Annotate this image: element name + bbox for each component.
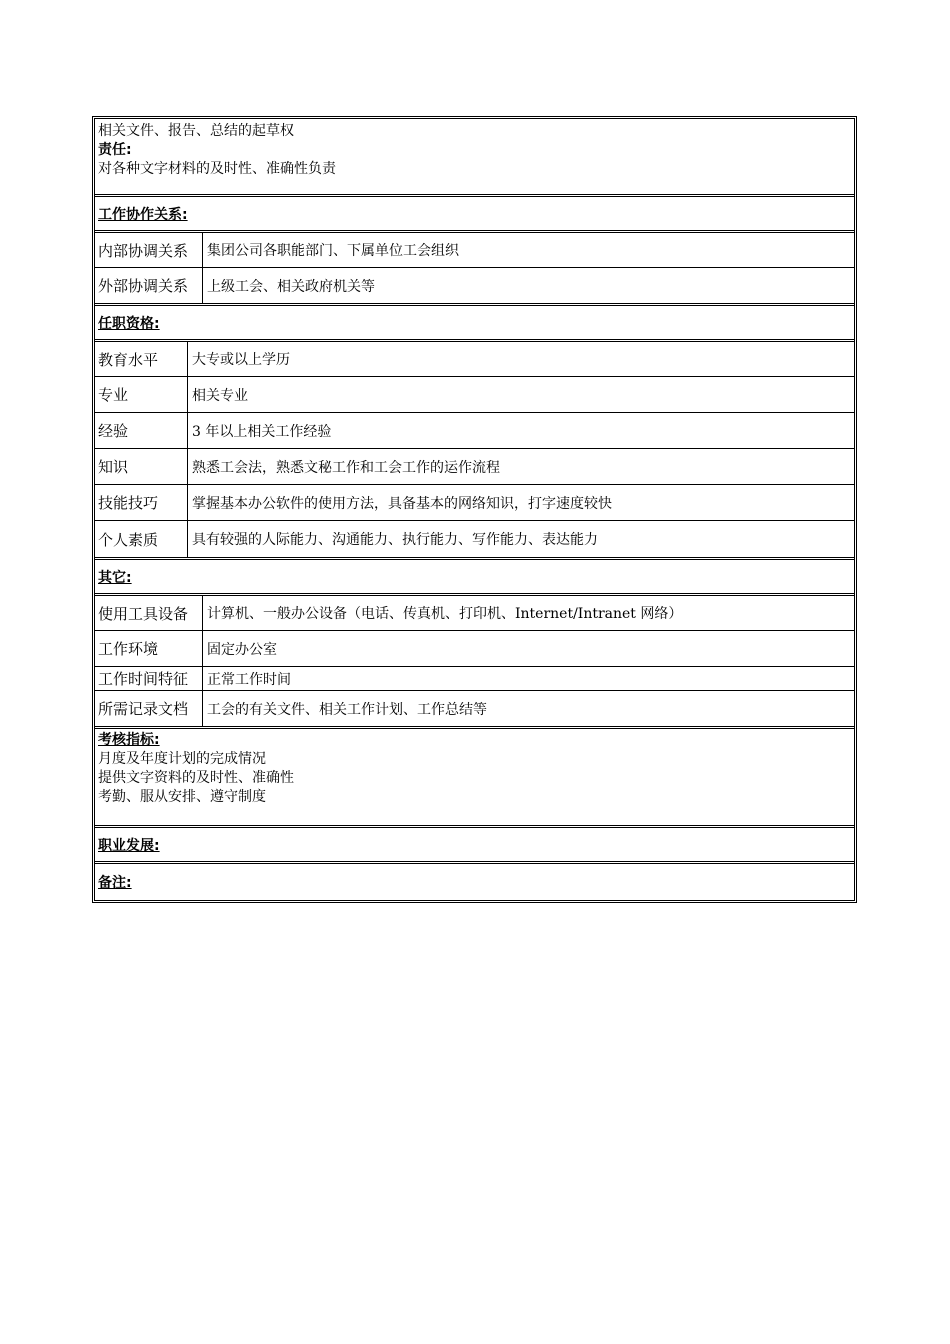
assessment-item: 提供文字资料的及时性、准确性 [98, 770, 294, 786]
table-row [95, 342, 854, 377]
table-row [95, 413, 854, 449]
table-row [95, 485, 854, 521]
cooperation-heading [95, 197, 854, 233]
row-value: 固定办公室 [207, 641, 277, 658]
authority-line: 相关文件、报告、总结的起草权 [98, 123, 294, 139]
row-label: 教育水平 [95, 342, 188, 376]
row-label: 专业 [95, 377, 188, 412]
row-value: 大专或以上学历 [192, 352, 290, 368]
row-label: 外部协调关系 [95, 268, 203, 303]
table-row [95, 268, 854, 303]
table-row [95, 667, 854, 691]
table-row [95, 233, 854, 268]
table-row [95, 377, 854, 413]
other-heading [95, 560, 854, 596]
notes-heading [95, 864, 854, 900]
row-value: 工会的有关文件、相关工作计划、工作总结等 [207, 701, 487, 718]
other-table [95, 596, 854, 729]
row-label: 工作环境 [95, 631, 203, 666]
row-value: 计算机、一般办公设备（电话、传真机、打印机、Internet/Intranet 网络） [207, 606, 683, 622]
career-heading [95, 828, 854, 864]
row-label: 技能技巧 [95, 485, 188, 520]
cooperation-title: 工作协作关系: [98, 206, 188, 223]
assessment-item: 考勤、服从安排、遵守制度 [98, 789, 266, 805]
responsibility-label: 责任: [98, 142, 132, 158]
row-value: 熟悉工会法，熟悉文秘工作和工会工作的运作流程 [192, 459, 500, 476]
row-value: 正常工作时间 [207, 671, 291, 688]
row-label: 个人素质 [95, 521, 188, 557]
assessment-section [95, 729, 854, 828]
table-row [95, 521, 854, 557]
row-label: 知识 [95, 449, 188, 484]
notes-title: 备注: [98, 875, 132, 891]
qualification-title: 任职资格: [98, 315, 160, 332]
row-label: 使用工具设备 [95, 596, 203, 630]
row-value: 上级工会、相关政府机关等 [207, 278, 375, 295]
table-row [95, 596, 854, 631]
cooperation-table [95, 233, 854, 306]
authority-responsibility-section [95, 119, 854, 197]
career-title: 职业发展: [98, 837, 160, 854]
row-label: 内部协调关系 [95, 233, 203, 267]
assessment-title: 考核指标: [98, 732, 160, 748]
other-title: 其它: [98, 569, 132, 586]
row-label: 工作时间特征 [95, 667, 203, 690]
row-value: 相关专业 [192, 387, 248, 404]
table-row [95, 631, 854, 667]
table-row [95, 449, 854, 485]
qualification-table [95, 342, 854, 560]
qualification-heading [95, 306, 854, 342]
job-description-table [92, 116, 857, 903]
row-label: 经验 [95, 413, 188, 448]
row-value: 集团公司各职能部门、下属单位工会组织 [207, 243, 459, 259]
table-row [95, 691, 854, 726]
row-value: 具有较强的人际能力、沟通能力、执行能力、写作能力、表达能力 [192, 532, 598, 548]
row-value: 掌握基本办公软件的使用方法，具备基本的网络知识，打字速度较快 [192, 495, 612, 512]
assessment-item: 月度及年度计划的完成情况 [98, 751, 266, 767]
row-value: 3 年以上相关工作经验 [192, 423, 332, 440]
responsibility-text: 对各种文字材料的及时性、准确性负责 [98, 161, 336, 177]
row-label: 所需记录文档 [95, 691, 203, 726]
